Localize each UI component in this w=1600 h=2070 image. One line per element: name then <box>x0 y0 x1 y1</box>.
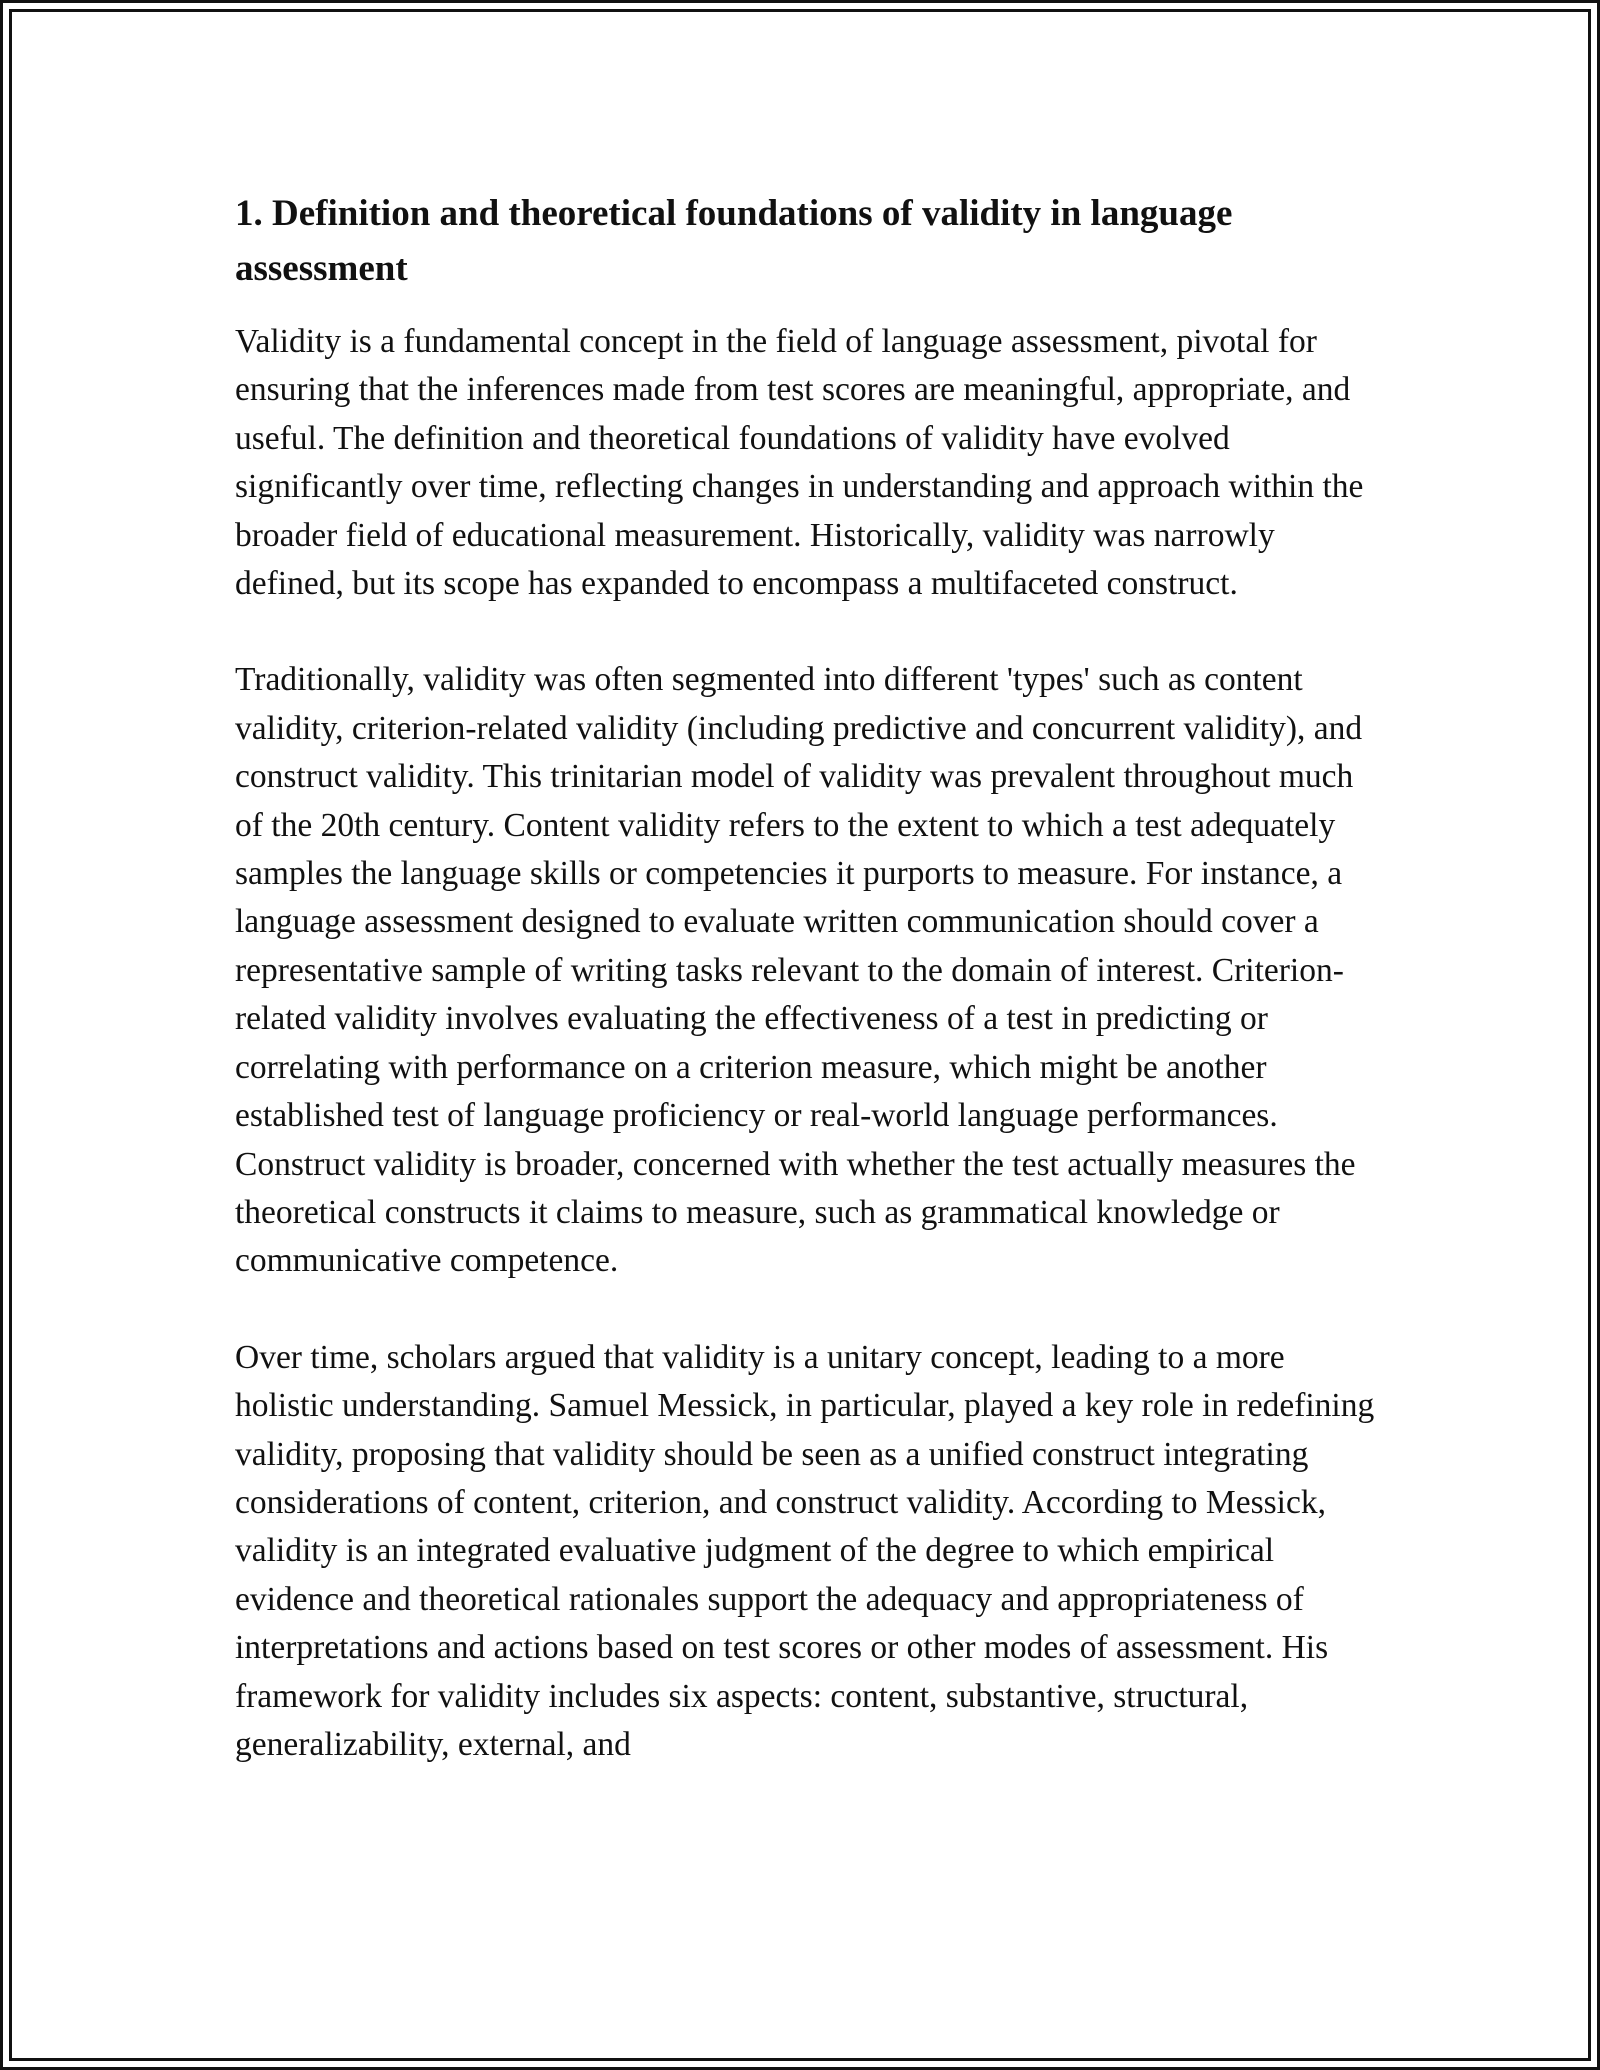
paragraph-2: Traditionally, validity was often segmented into different 'types' such as content validity, criterion-related validity (including predictive and concurrent validity), and construct validity. This trinitarian model of validity was prevalent throughout much of the 20th century. Content validity refers to the extent to which a test adequately samples the language skills or competencies it purports to measure. For instance, a language assessment designed to evaluate written communication should cover a representative sample of writing tasks relevant to the domain of interest. Criterion-related validity involves evaluating the effectiveness of a test in predicting or correlating with performance on a criterion measure, which might be another established test of language proficiency or real-world language performances. Construct validity is broader, concerned with whether the test actually measures the theoretical constructs it claims to measure, such as grammatical knowledge or communicative competence. <box>235 661 1363 1280</box>
section-heading: 1. Definition and theoretical foundations of validity in language assessment <box>235 193 1233 289</box>
paragraph-1: Validity is a fundamental concept in the field of language assessment, pivotal for ensuring that the inferences made from test scores are meaningful, appropriate, and useful. The definition and theoretical foundations of validity have evolved significantly over time, reflecting changes in understanding and approach within the broader field of educational measurement. Historically, validity was narrowly defined, but its scope has expanded to encompass a multifaceted construct. <box>235 323 1364 603</box>
document-body <box>235 186 1375 1769</box>
paragraph-3: Over time, scholars argued that validity is a unitary concept, leading to a more holistic understanding. Samuel Messick, in particular, played a key role in redefining validity, proposing that validity should be seen as a unified construct integrating considerations of content, criterion, and construct validity. According to Messick, validity is an integrated evaluative judgment of the degree to which empirical evidence and theoretical rationales support the adequacy and appropriateness of interpretations and actions based on test scores or other modes of assessment. His framework for validity includes six aspects: content, substantive, structural, generalizability, external, and <box>235 1338 1375 1763</box>
